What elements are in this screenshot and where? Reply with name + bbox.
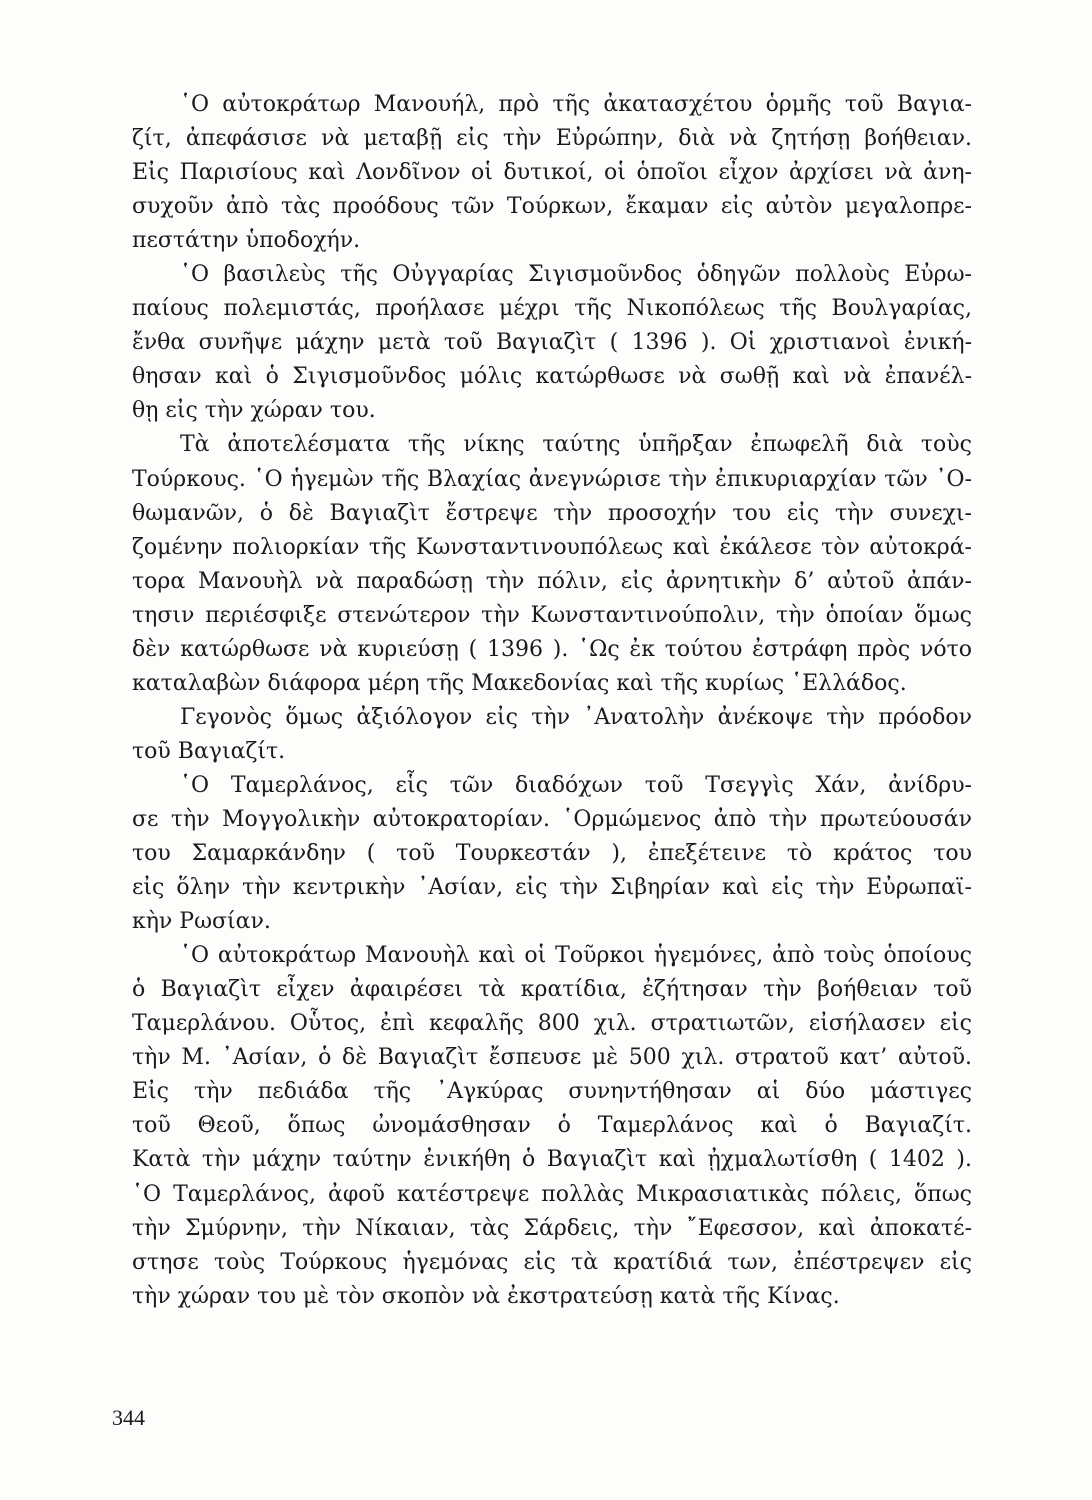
paragraph-ankara xyxy=(132,939,972,1314)
text-line: ῾Ο Ταμερλάνος, εἷς τῶν διαδόχων τοῦ Τσεγγὶς Χάν, ἀνίδρυ- xyxy=(180,772,972,798)
text-line: Τὰ ἀποτελέσματα τῆς νίκης ταύτης ὑπῆρξαν ἐπωφελῆ διὰ τοὺς xyxy=(180,432,972,458)
paragraph-tamerlane xyxy=(132,769,972,939)
text-line: παίους πολεμιστάς, προήλασε μέχρι τῆς Νικοπόλεως τῆς Βουλγαρίας, xyxy=(132,296,972,322)
text-line: ἔνθα συνῆψε μάχην μετὰ τοῦ Βαγιαζὶτ ( 1396 ). Οἱ χριστιανοὶ ἐνική- xyxy=(132,330,972,356)
text-line: Ταμερλάνου. Οὗτος, ἐπὶ κεφαλῆς 800 χιλ. στρατιωτῶν, εἰσήλασεν εἰς xyxy=(132,1011,972,1037)
text-line: ῾Ο αὐτοκράτωρ Μανουὴλ καὶ οἱ Τοῦρκοι ἡγεμόνες, ἀπὸ τοὺς ὁποίους xyxy=(180,943,972,969)
text-line: Τούρκους. ῾Ο ἡγεμὼν τῆς Βλαχίας ἀνεγνώρισε τὴν ἐπικυριαρχίαν τῶν ᾿Ο- xyxy=(132,466,972,492)
text-line: Εἰς τὴν πεδιάδα τῆς ᾿Αγκύρας συνηντήθησαν αἱ δύο μάστιγες xyxy=(132,1079,972,1105)
text-line: τὴν Μ. ᾿Ασίαν, ὁ δὲ Βαγιαζὶτ ἔσπευσε μὲ 500 χιλ. στρατοῦ κατ’ αὐτοῦ. xyxy=(132,1045,972,1071)
text-line: τὴν Σμύρνην, τὴν Νίκαιαν, τὰς Σάρδεις, τὴν ῎Εφεσσον, καὶ ἀποκατέ- xyxy=(132,1215,972,1241)
text-line: ῾Ο αὐτοκράτωρ Μανουήλ, πρὸ τῆς ἀκατασχέτου ὁρμῆς τοῦ Βαγια- xyxy=(180,92,972,117)
text-line: ῾Ο βασιλεὺς τῆς Οὐγγαρίας Σιγισμοῦνδος ὁδηγῶν πολλοὺς Εὐρω- xyxy=(180,262,972,288)
text-line: τησιν περιέσφιξε στενώτερον τὴν Κωνσταντινούπολιν, τὴν ὁποίαν ὅμως xyxy=(132,602,972,628)
text-line: του Σαμαρκάνδην ( τοῦ Τουρκεστάν ), ἐπεξέτεινε τὸ κράτος του xyxy=(132,841,972,867)
text-line: ῾Ο Ταμερλάνος, ἀφοῦ κατέστρεψε πολλὰς Μικρασιατικὰς πόλεις, ὅπως xyxy=(132,1181,972,1207)
body-text xyxy=(132,88,972,1314)
text-line: ζομένην πολιορκίαν τῆς Κωνσταντινουπόλεως καὶ ἐκάλεσε τὸν αὐτοκρά- xyxy=(132,534,972,560)
paragraph-consequences xyxy=(132,428,972,700)
text-line: θωμανῶν, ὁ δὲ Βαγιαζὶτ ἔστρεψε τὴν προσοχήν του εἰς τὴν συνεχι- xyxy=(132,500,972,526)
text-line: Κατὰ τὴν μάχην ταύτην ἐνικήθη ὁ Βαγιαζὶτ καὶ ᾐχμαλωτίσθη ( 1402 ). xyxy=(132,1147,972,1173)
text-line: Γεγονὸς ὅμως ἀξιόλογον εἰς τὴν ᾿Ανατολὴν ἀνέκοψε τὴν πρόοδον xyxy=(180,704,972,730)
text-line: εἰς ὅλην τὴν κεντρικὴν ᾿Ασίαν, εἰς τὴν Σιβηρίαν καὶ εἰς τὴν Εὐρωπαϊ- xyxy=(132,875,972,901)
text-line: ὁ Βαγιαζὶτ εἶχεν ἀφαιρέσει τὰ κρατίδια, ἐζήτησαν τὴν βοήθειαν τοῦ xyxy=(132,977,972,1003)
paragraph-event xyxy=(132,701,972,769)
text-line: συχοῦν ἀπὸ τὰς προόδους τῶν Τούρκων, ἔκαμαν εἰς αὐτὸν μεγαλοπρε- xyxy=(132,194,972,220)
text-line: σε τὴν Μογγολικὴν αὐτοκρατορίαν. ῾Ορμώμενος ἀπὸ τὴν πρωτεύουσάν xyxy=(132,806,972,832)
text-line: τοῦ Βαγιαζίτ. xyxy=(132,738,286,764)
text-line: στησε τοὺς Τούρκους ἡγεμόνας εἰς τὰ κρατίδιά των, ἐπέστρεψεν εἰς xyxy=(132,1249,972,1275)
text-line: Εἰς Παρισίους καὶ Λονδῖνον οἱ δυτικοί, οἱ ὁποῖοι εἶχον ἀρχίσει νὰ ἀνη- xyxy=(132,160,972,186)
text-line: καταλαβὼν διάφορα μέρη τῆς Μακεδονίας καὶ τῆς κυρίως ῾Ελλάδος. xyxy=(132,670,907,696)
paragraph-manuel-journey xyxy=(132,88,972,258)
text-line: δὲν κατώρθωσε νὰ κυριεύσῃ ( 1396 ). ῾Ως ἐκ τούτου ἐστράφη πρὸς νότο xyxy=(132,636,972,662)
text-line: τὴν χώραν του μὲ τὸν σκοπὸν νὰ ἐκστρατεύσῃ κατὰ τῆς Κίνας. xyxy=(132,1283,840,1309)
text-line: πεστάτην ὑποδοχήν. xyxy=(132,228,361,254)
text-line: θησαν καὶ ὁ Σιγισμοῦνδος μόλις κατώρθωσε νὰ σωθῇ καὶ νὰ ἐπανέλ- xyxy=(132,364,972,390)
text-line: ζίτ, ἀπεφάσισε νὰ μεταβῇ εἰς τὴν Εὐρώπην, διὰ νὰ ζητήσῃ βοήθειαν. xyxy=(132,126,972,152)
text-line: τοῦ Θεοῦ, ὅπως ὠνομάσθησαν ὁ Ταμερλάνος καὶ ὁ Βαγιαζίτ. xyxy=(132,1113,972,1139)
page-number: 344 xyxy=(112,1405,145,1430)
text-line: θῃ εἰς τὴν χώραν του. xyxy=(132,398,376,424)
paragraph-nicopolis xyxy=(132,258,972,428)
text-line: κὴν Ρωσίαν. xyxy=(132,909,271,935)
text-line: τορα Μανουὴλ νὰ παραδώσῃ τὴν πόλιν, εἰς ἀρνητικὴν δ’ αὐτοῦ ἀπάν- xyxy=(132,568,972,594)
